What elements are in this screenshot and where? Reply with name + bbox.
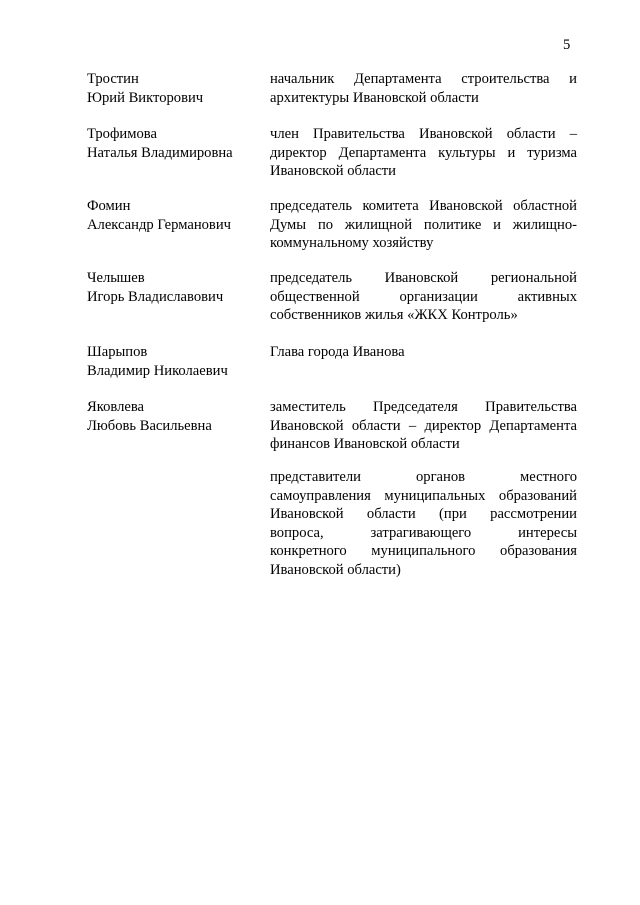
member-given-names: Александр Германович [87, 216, 231, 233]
member-given-names: Любовь Васильевна [87, 417, 212, 434]
member-given-names: Владимир Николаевич [87, 362, 228, 379]
role-line: Ивановской области – директор Департамента [270, 417, 577, 434]
role-line: начальник Департамента строительства и [270, 71, 577, 87]
role-line: архитектуры Ивановской области [270, 89, 479, 106]
member-role [270, 197, 577, 253]
role-line: общественной организации активных [270, 288, 577, 305]
role-line: представители органов местного [270, 469, 577, 485]
role-line: директор Департамента культуры и туризма [270, 144, 577, 161]
member-role [270, 269, 577, 325]
member-surname: Шарыпов [87, 344, 148, 360]
role-line: финансов Ивановской области [270, 436, 460, 452]
member-role [270, 125, 577, 181]
member-surname: Яковлева [87, 399, 145, 415]
role-line: член Правительства Ивановской области – [270, 126, 577, 142]
member-given-names: Наталья Владимировна [87, 144, 233, 161]
member-surname: Челышев [87, 270, 145, 286]
role-line: Ивановской области [270, 163, 396, 179]
role-line: коммунальному хозяйству [270, 235, 434, 251]
member-role [270, 398, 577, 454]
member-role [270, 70, 577, 107]
member-name [87, 398, 262, 435]
member-role [270, 343, 577, 362]
member-name [87, 125, 262, 162]
member-name [87, 70, 262, 107]
role-line: Ивановской области) [270, 561, 401, 578]
member-surname: Фомин [87, 198, 131, 214]
role-line: Ивановской области (при рассмотрении [270, 506, 577, 522]
member-name [87, 269, 262, 306]
member-surname: Трофимова [87, 126, 157, 142]
role-line: председатель Ивановской региональной [270, 270, 577, 286]
member-surname: Тростин [87, 71, 139, 87]
member-name [87, 197, 262, 234]
role-line: самоуправления муниципальных образований [270, 487, 577, 504]
role-line: вопроса, затрагивающего интересы [270, 524, 577, 541]
role-line: Думы по жилищной политике и жилищно- [270, 216, 577, 233]
role-line: собственников жилья «ЖКХ Контроль» [270, 307, 518, 323]
member-given-names: Игорь Владиславович [87, 288, 224, 305]
role-line: конкретного муниципального образования [270, 543, 577, 559]
representatives-text [270, 468, 577, 579]
role-line: Глава города Иванова [270, 344, 405, 360]
page-number: 5 [563, 37, 571, 53]
role-line: председатель комитета Ивановской областной [270, 198, 577, 214]
role-line: заместитель Председателя Правительства [270, 399, 577, 415]
member-name [87, 343, 262, 380]
member-given-names: Юрий Викторович [87, 89, 204, 106]
